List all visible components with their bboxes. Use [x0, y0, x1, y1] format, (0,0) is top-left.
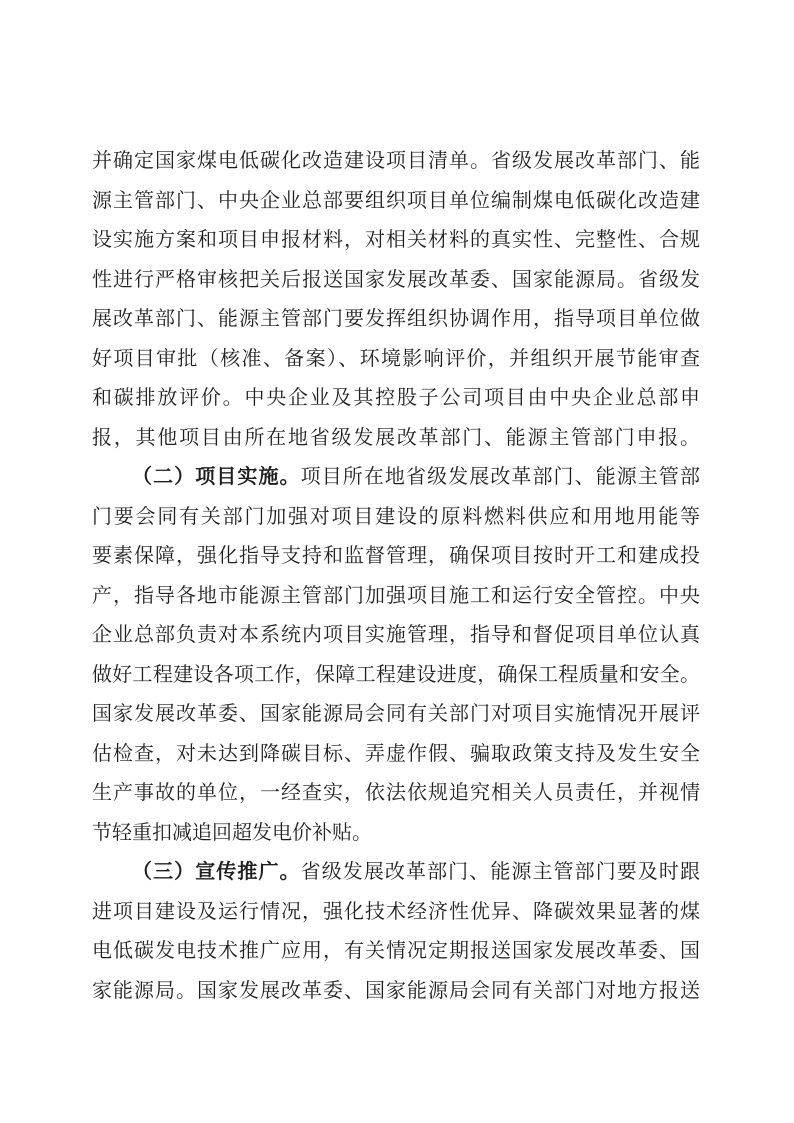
- text-line: [92, 497, 700, 537]
- text-line: [92, 773, 700, 813]
- text-line: [92, 299, 700, 339]
- text-run: 和碳排放评价。中央企业及其控股子公司项目由中央企业总部申: [92, 385, 700, 409]
- text-line: [92, 971, 700, 1011]
- section-heading: （三）宣传推广。: [132, 859, 301, 883]
- text-run: 家能源局。国家发展改革委、国家能源局会同有关部门对地方报送: [92, 977, 700, 1002]
- text-line: [92, 694, 700, 734]
- text-run: 展改革部门、能源主管部门要发挥组织协调作用，指导项目单位做: [92, 306, 700, 330]
- text-line: [92, 181, 700, 221]
- text-run: 源主管部门、中央企业总部要组织项目单位编制煤电低碳化改造建: [92, 187, 700, 212]
- text-run: 好项目审批（核准、备案）、环境影响评价，并组织开展节能审查: [92, 345, 700, 370]
- text-run: 做好工程建设各项工作，保障工程建设进度，确保工程质量和安全。: [92, 661, 700, 686]
- text-line: [92, 457, 700, 497]
- text-line: [92, 220, 700, 260]
- text-line: [92, 260, 700, 300]
- paragraph-promotion: [92, 852, 700, 1010]
- paragraph-project-implementation: [92, 457, 700, 852]
- text-run: 生产事故的单位，一经查实，依法依规追究相关人员责任，并视情: [92, 780, 700, 804]
- document-body: [92, 141, 700, 1010]
- text-run: 报，其他项目由所在地省级发展改革部门、能源主管部门申报。: [92, 424, 700, 449]
- text-line: [92, 892, 700, 932]
- text-line: [92, 655, 700, 695]
- text-run: 设实施方案和项目申报材料，对相关材料的真实性、完整性、合规: [92, 227, 700, 251]
- text-line: [92, 536, 700, 576]
- text-line: [92, 378, 700, 418]
- text-line: [92, 931, 700, 971]
- text-run: 并确定国家煤电低碳化改造建设项目清单。省级发展改革部门、能: [92, 148, 700, 172]
- text-run: 性进行严格审核把关后报送国家发展改革委、国家能源局。省级发: [92, 266, 700, 291]
- text-line: [92, 141, 700, 181]
- text-run: 估检查，对未达到降碳目标、弄虚作假、骗取政策支持及发生安全: [92, 740, 700, 765]
- text-line: [92, 852, 700, 892]
- text-run: 国家发展改革委、国家能源局会同有关部门对项目实施情况开展评: [92, 701, 700, 725]
- text-line: [92, 734, 700, 774]
- text-line: [92, 339, 700, 379]
- text-run: 省级发展改革部门、能源主管部门要及时跟: [300, 859, 701, 883]
- text-line: [92, 418, 700, 458]
- section-heading: （二）项目实施。: [132, 464, 301, 488]
- text-run: 企业总部负责对本系统内项目实施管理，指导和督促项目单位认真: [92, 622, 700, 646]
- text-run: 节轻重扣减追回超发电价补贴。: [92, 819, 372, 844]
- text-run: 项目所在地省级发展改革部门、能源主管部: [300, 464, 701, 488]
- paragraph-declaration-continuation: [92, 141, 700, 457]
- text-line: [92, 615, 700, 655]
- text-line: [92, 813, 700, 853]
- text-run: 产，指导各地市能源主管部门加强项目施工和运行安全管控。中央: [92, 582, 700, 607]
- text-line: [92, 576, 700, 616]
- text-run: 电低碳发电技术推广应用，有关情况定期报送国家发展改革委、国: [92, 938, 700, 962]
- text-run: 进项目建设及运行情况，强化技术经济性优异、降碳效果显著的煤: [92, 898, 700, 923]
- text-run: 门要会同有关部门加强对项目建设的原料燃料供应和用地用能等: [92, 503, 700, 528]
- text-run: 要素保障，强化指导支持和监督管理，确保项目按时开工和建成投: [92, 543, 700, 567]
